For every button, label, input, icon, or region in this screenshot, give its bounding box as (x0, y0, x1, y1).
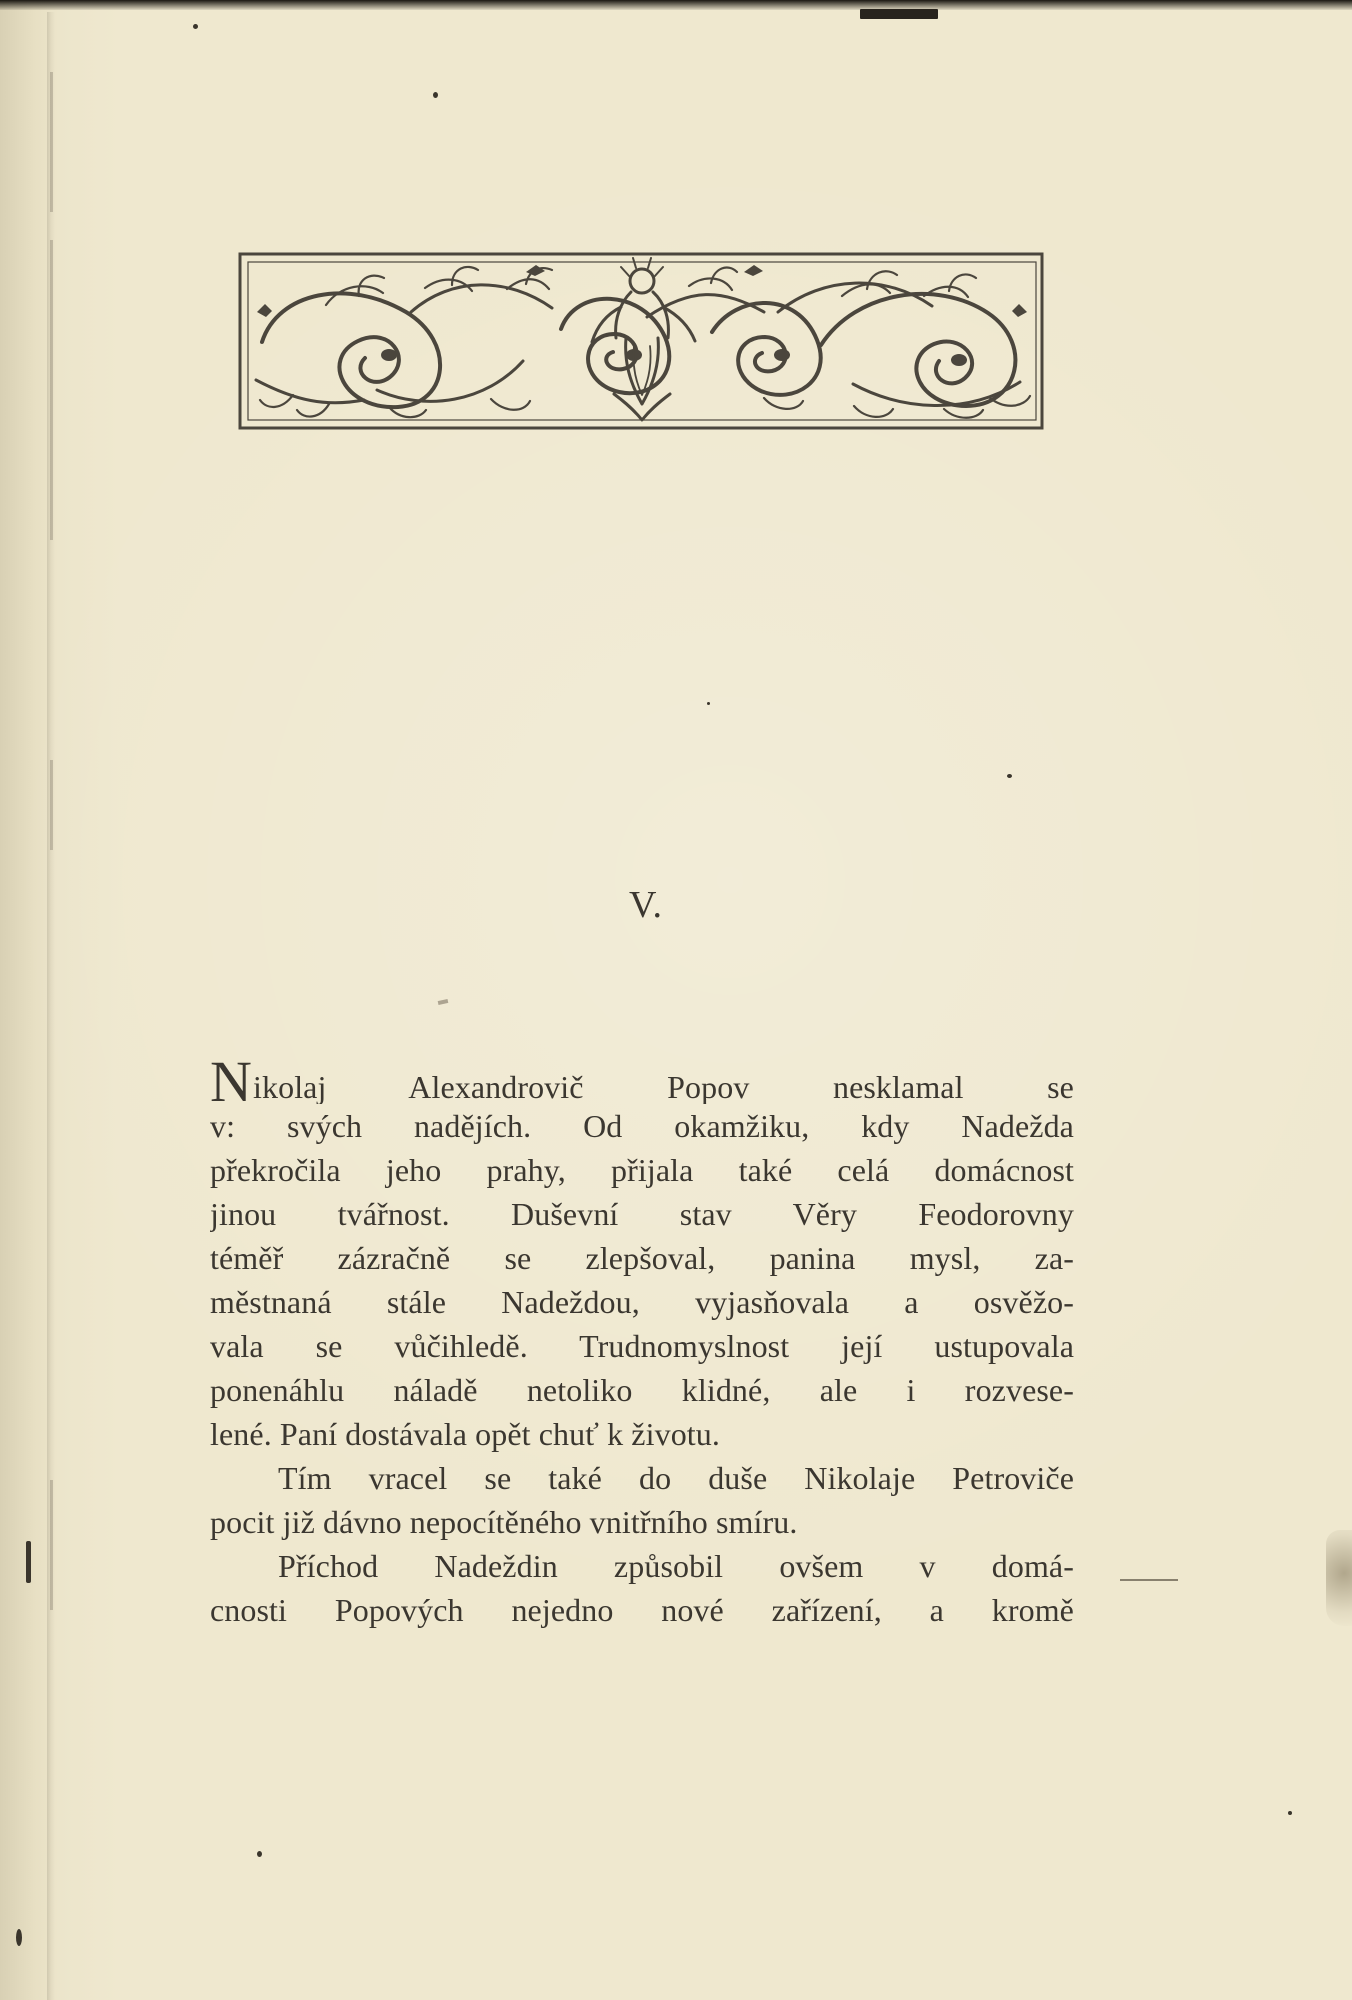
ink-spot (1007, 774, 1012, 778)
chapter-text (210, 1054, 1074, 1632)
page-stain (1326, 1530, 1352, 1626)
ink-spot (16, 1929, 22, 1946)
paragraph-line (210, 1054, 1074, 1104)
paragraph-line: městnaná stále Nadeždou, vyjasňovala a osvěžo- (210, 1284, 1074, 1320)
paragraph-line: lené. Paní dostávala opět chuť k životu. (210, 1416, 720, 1452)
spine-mark (50, 72, 53, 212)
top-binding-tab (860, 9, 938, 19)
top-scan-shadow (0, 0, 1352, 10)
chapter-number: V. (628, 884, 664, 926)
ink-spot (707, 702, 710, 705)
ink-mark (438, 999, 449, 1005)
ink-spot (1288, 1811, 1292, 1815)
paragraph-line: v: svých nadějích. Od okamžiku, kdy Nadežda (210, 1108, 1074, 1144)
ink-spot (433, 92, 438, 98)
paragraph-line: pocit již dávno nepocítěného vnitřního smíru. (210, 1504, 798, 1540)
scrollwork-figure-icon (238, 250, 1046, 435)
spine-mark (50, 1480, 53, 1610)
paragraph-line: Tím vracel se také do duše Nikolaje Petroviče (278, 1460, 1074, 1496)
paragraph-line: téměř zázračně se zlepšoval, panina mysl, za- (210, 1240, 1074, 1276)
margin-pencil-mark (1120, 1579, 1178, 1581)
drop-cap: N (210, 1054, 252, 1104)
ink-spot (193, 24, 198, 29)
spine-mark (50, 240, 53, 540)
paragraph-line: cnosti Popových nejedno nové zařízení, a kromě (210, 1592, 1074, 1628)
paragraph-line: Příchod Nadeždin způsobil ovšem v domá- (278, 1548, 1074, 1584)
ink-spot (257, 1851, 262, 1857)
paragraph-line: ponenáhlu náladě netoliko klidné, ale i rozvese- (210, 1372, 1074, 1408)
paragraph-line: jinou tvářnost. Duševní stav Věry Feodorovny (210, 1196, 1074, 1232)
paragraph-line-text: ikolaj Alexandrovič Popov nesklamal se (253, 1069, 1074, 1104)
paragraph-line: vala se vůčihledě. Trudnomyslnost její ustupovala (210, 1328, 1074, 1364)
decorative-headpiece (238, 250, 1046, 435)
ink-spot (26, 1541, 31, 1583)
paragraph-line: překročila jeho prahy, přijala také celá domácnost (210, 1152, 1074, 1188)
spine-mark (50, 760, 53, 850)
